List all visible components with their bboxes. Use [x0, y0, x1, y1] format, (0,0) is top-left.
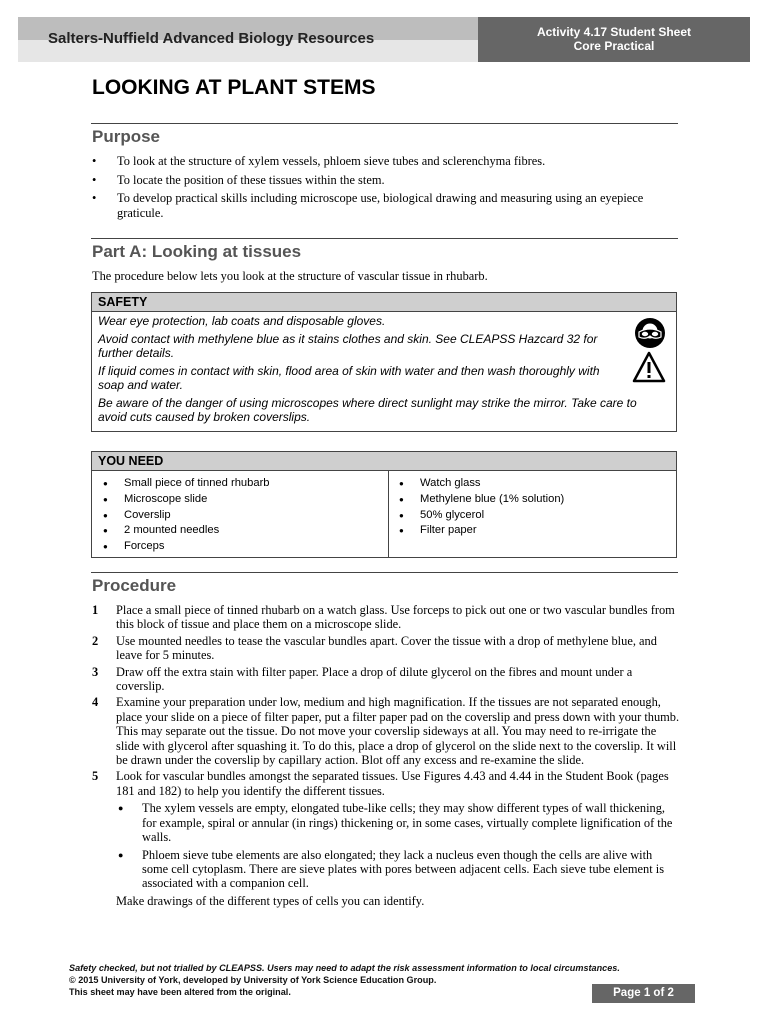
- safety-line: Avoid contact with methylene blue as it stains clothes and skin. See CLEAPSS Hazcard 32 for further details.: [98, 332, 598, 360]
- equipment-item: ● 2 mounted needles: [98, 523, 270, 539]
- page-title: LOOKING AT PLANT STEMS: [92, 76, 376, 99]
- equipment-item: ● Watch glass: [394, 476, 564, 492]
- header-banner: [18, 17, 478, 62]
- page-number: Page 1 of 2: [592, 984, 695, 1003]
- equipment-item: ● Microscope slide: [98, 492, 270, 508]
- hazard-warning-icon: [632, 351, 666, 383]
- safety-line: If liquid comes in contact with skin, flood area of skin with water and then wash thoroughly with soap and water.: [98, 364, 600, 392]
- procedure-step: 5 Look for vascular bundles amongst the separated tissues. Use Figures 4.43 and 4.44 in the Student Book (pages 181 and 182) to help you identify the different tissues. ● The xylem vessels are empty, elongated tube-like cells; they may show different types of wall thickening, for example, spiral or annular (in rings) thickening or, in some cases, virtually complete lignification of the walls. ● Phloem sieve tube elements are also elongated; they lack a nucleus even though the cells are alive with some cell cytoplasm. There are sieve plates with pores between adjacent cells. Each sieve tube element is associated with a companion cell. Make drawings of the different types of cells you can identify.: [92, 769, 680, 908]
- part-a-heading: Part A: Looking at tissues: [92, 242, 302, 261]
- footer-copyright: © 2015 University of York, developed by University of York Science Education Group.: [69, 975, 437, 985]
- procedure-substep: ● The xylem vessels are empty, elongated tube-like cells; they may show different types of wall thickening, for example, spiral or annular (in rings) thickening or, in some cases, virtually complete lignification of the walls.: [116, 801, 680, 844]
- part-a-intro: The procedure below lets you look at the structure of vascular tissue in rhubarb.: [92, 269, 488, 283]
- footer-safety-note: Safety checked, but not trialled by CLEAPSS. Users may need to adapt the risk assessment information to local circumstances.: [69, 963, 620, 973]
- procedure-steps: [92, 603, 680, 910]
- procedure-step: 1 Place a small piece of tinned rhubarb on a watch glass. Use forceps to pick out one or two vascular bundles from this block of tissue and place them on a microscope slide.: [92, 603, 675, 632]
- eye-protection-icon: [634, 317, 666, 349]
- equipment-list-right: [394, 476, 564, 539]
- safety-text: [98, 314, 637, 428]
- activity-label: Activity 4.17 Student Sheet: [536, 25, 692, 39]
- equipment-item: ● Filter paper: [394, 523, 564, 539]
- series-title: Salters-Nuffield Advanced Biology Resources: [48, 30, 375, 47]
- equipment-item: ● Methylene blue (1% solution): [394, 492, 564, 508]
- equipment-item: ● Forceps: [98, 539, 270, 555]
- footer: [69, 962, 620, 998]
- activity-badge: [478, 17, 750, 62]
- purpose-item: • To locate the position of these tissues within the stem.: [92, 173, 678, 188]
- section-divider: [91, 572, 678, 573]
- footer-altered-note: This sheet may have been altered from the original.: [69, 987, 291, 997]
- equipment-item: ● Coverslip: [98, 508, 270, 524]
- purpose-item: • To look at the structure of xylem vessels, phloem sieve tubes and sclerenchyma fibres.: [92, 154, 678, 169]
- safety-box: [91, 292, 677, 432]
- purpose-item: • To develop practical skills including microscope use, biological drawing and measuring using an eyepiece graticule.: [92, 191, 678, 220]
- section-divider: [91, 123, 678, 124]
- safety-heading: SAFETY: [92, 293, 676, 312]
- procedure-heading: Procedure: [92, 576, 177, 595]
- safety-line: Be aware of the danger of using microscopes where direct sunlight may strike the mirror. Take care to avoid cuts caused by broken coverslips.: [98, 396, 637, 424]
- equipment-item: ● Small piece of tinned rhubarb: [98, 476, 270, 492]
- purpose-heading: Purpose: [92, 127, 161, 146]
- procedure-step: 4 Examine your preparation under low, medium and high magnification. If the tissues are not separated enough, place your slide on a piece of filter paper, put a filter paper pad on the coverslip and press down with your thumb. This may separate out the tissue. Do not move your coverslip sideways at all. You may need to re-irrigate the slide with glycerol after squashing it. To do this, place a drop of glycerol on the slide next to the coverslip. It will be drawn under the coverslip by capillary action. Blot off any excess and re-examine the slide.: [92, 695, 680, 768]
- procedure-substeps: [116, 801, 680, 890]
- equipment-list-left: [98, 476, 270, 555]
- procedure-substep: ● Phloem sieve tube elements are also elongated; they lack a nucleus even though the cells are alive with some cell cytoplasm. There are sieve plates with pores between adjacent cells. Each sieve tube element is associated with a companion cell.: [116, 848, 680, 891]
- section-divider: [91, 238, 678, 239]
- procedure-conclusion: Make drawings of the different types of cells you can identify.: [116, 893, 425, 908]
- you-need-box: [91, 451, 677, 558]
- safety-line: Wear eye protection, lab coats and disposable gloves.: [98, 314, 386, 328]
- equipment-item: ● 50% glycerol: [394, 508, 564, 524]
- category-label: Core Practical: [573, 39, 655, 53]
- column-divider: [388, 471, 389, 557]
- you-need-heading: YOU NEED: [92, 452, 676, 471]
- procedure-step: 2 Use mounted needles to tease the vascular bundles apart. Cover the tissue with a drop of methylene blue, and leave for 5 minutes.: [92, 633, 657, 663]
- purpose-list: [92, 154, 678, 224]
- procedure-step: 3 Draw off the extra stain with filter paper. Place a drop of dilute glycerol on the fibres and mount under a coverslip.: [92, 664, 633, 694]
